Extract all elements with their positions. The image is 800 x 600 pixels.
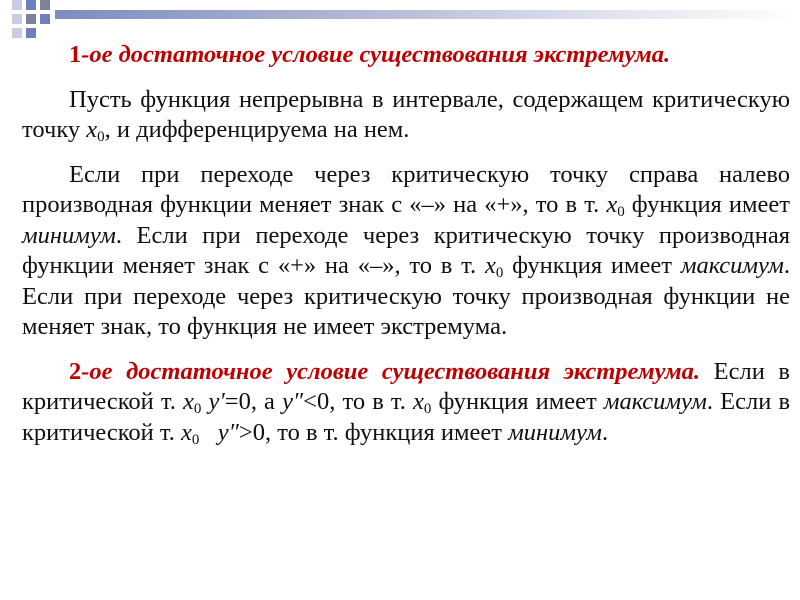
deco-square bbox=[26, 28, 36, 38]
deco-square bbox=[26, 14, 36, 24]
text-run: Если при переходе через критическую точку справа налево производная функции меняет знак с «–» на «+», то в т. bbox=[22, 160, 790, 218]
deco-square bbox=[40, 14, 50, 24]
term-maximum: максимум bbox=[603, 388, 707, 415]
deco-square bbox=[12, 28, 22, 38]
deco-square bbox=[12, 0, 22, 10]
term-maximum: максимум bbox=[680, 252, 784, 279]
math-derivative: y′ bbox=[201, 388, 225, 415]
math-derivative: y″ bbox=[199, 418, 239, 446]
math-var: x bbox=[183, 388, 194, 415]
text-run: Если в критической т. bbox=[22, 357, 790, 415]
text-run: функция имеет bbox=[431, 388, 604, 415]
math-var: x bbox=[86, 116, 98, 143]
text-run: . Если при переходе через критическую точку производная функции не меняет знак, то функция не имеет экстремума. bbox=[22, 252, 791, 340]
math-sub: 0 bbox=[617, 204, 625, 220]
paragraph-second-condition bbox=[22, 357, 790, 449]
math-sub: 0 bbox=[97, 129, 105, 145]
text-run: функция имеет bbox=[624, 191, 791, 218]
heading-number: 1 bbox=[69, 41, 82, 68]
deco-square bbox=[26, 0, 36, 10]
math-var: x bbox=[413, 388, 424, 415]
math-sub: 0 bbox=[191, 431, 200, 448]
heading-number: 2 bbox=[69, 357, 82, 385]
text-run: функция имеет bbox=[503, 252, 681, 279]
term-minimum: минимум bbox=[508, 418, 602, 446]
math-var: x bbox=[606, 191, 618, 218]
math-sub: 0 bbox=[193, 401, 202, 417]
text-run: . Если при переходе через критическую точку производная функции меняет знак с «+» на «–», то в т. bbox=[22, 221, 790, 279]
math-derivative: y″ bbox=[282, 388, 304, 415]
deco-square bbox=[12, 14, 22, 24]
heading-second-condition bbox=[69, 358, 700, 385]
text-run: >0, то в т. функция имеет bbox=[238, 418, 509, 446]
text-run: . bbox=[601, 418, 609, 446]
math-var: x bbox=[484, 252, 496, 279]
paragraph-sign-change bbox=[22, 160, 790, 343]
deco-square bbox=[40, 0, 50, 10]
heading-text: -ое достаточное условие существования экстремума. bbox=[81, 357, 701, 385]
text-run: =0, а bbox=[224, 388, 283, 415]
text-run: , и дифференцируема на нем. bbox=[104, 116, 410, 143]
text-run: Пусть функция непрерывна в интервале, содержащем критическую точку bbox=[22, 85, 790, 143]
header-gradient-band bbox=[55, 10, 800, 19]
heading-first-condition bbox=[22, 40, 790, 71]
math-var: x bbox=[181, 418, 192, 446]
term-minimum: минимум bbox=[22, 221, 116, 249]
heading-text: -ое достаточное условие существования экстремума. bbox=[81, 41, 671, 68]
slide-content bbox=[22, 40, 790, 462]
text-run: <0, то в т. bbox=[303, 388, 414, 415]
math-sub: 0 bbox=[495, 265, 504, 281]
math-sub: 0 bbox=[423, 401, 432, 417]
text-run: . Если в критической т. bbox=[22, 388, 791, 446]
paragraph-continuity bbox=[22, 85, 790, 146]
